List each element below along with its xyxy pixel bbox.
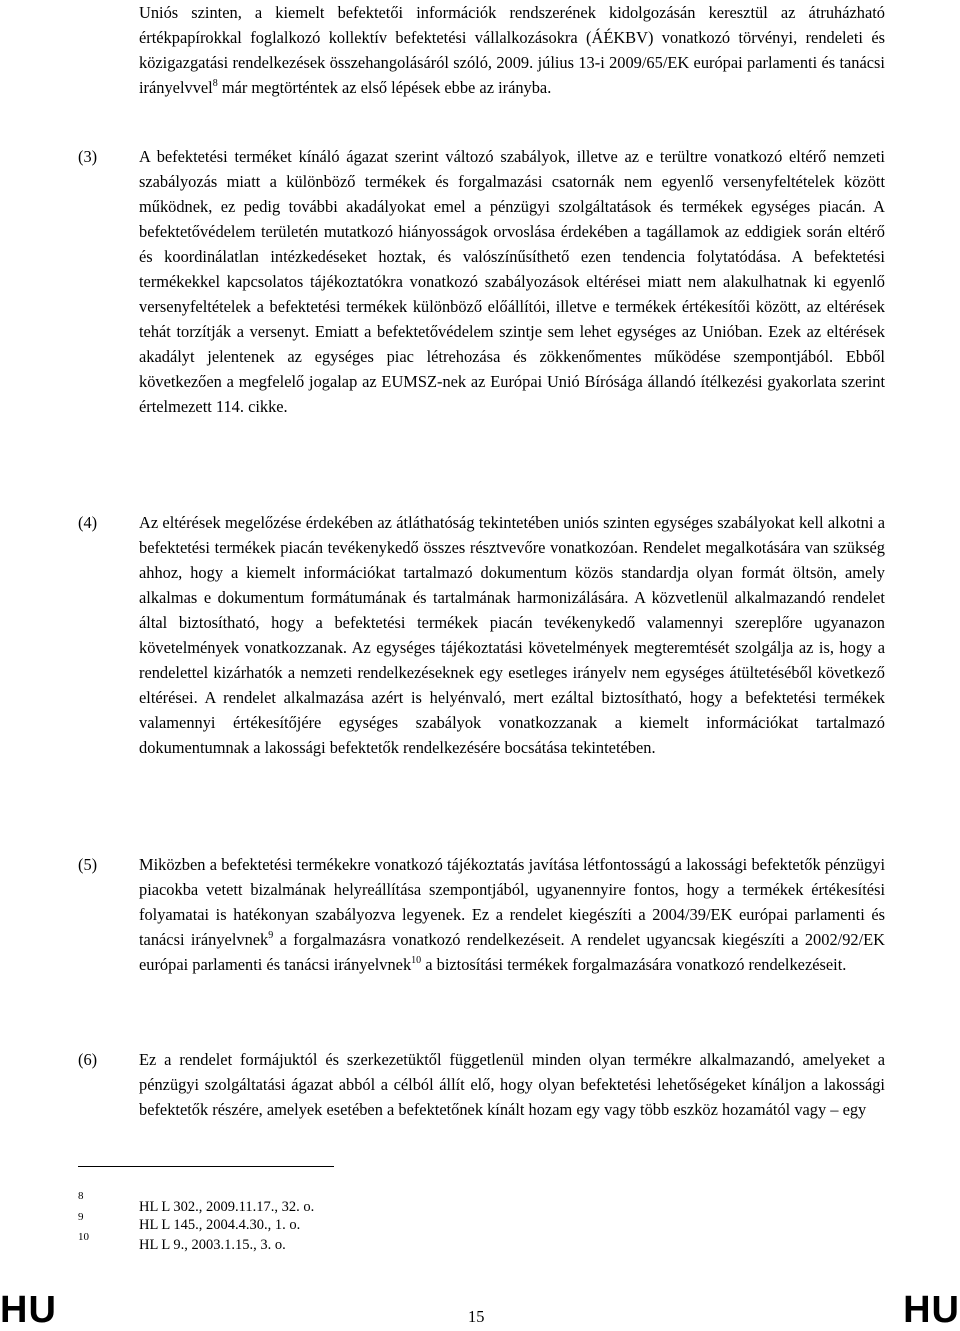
paragraph-3: A befektetési terméket kínáló ágazat szerint változó szabályok, illetve az e terültre vonatkozó eltérő nemzeti szabályozás miatt a különböző termékek és forgalmazási csatornák nem egyenlő versenyfeltételek között működnek, ez pedig további akadályokat emel a pénzügyi szolgáltatások és termékek egységes piacán. A befektetővédelem területén mutatkozó hiányosságok orvoslása érdekében a tagállamok az eddigiek során eltérő és koordinálatlan intézkedéseket hoztak, és valószínűsíthető ezen tendencia folytatódása. A befektetési termékekkel kapcsolatos tájékoztatókra vonatkozó szabályozások eltérései miatt nem alakulhatnak ki egyenlő versenyfeltételek a befektetési termékek különböző előállítói, illetve e termékek értékesítői között, az eltérések tehát torzítják a versenyt. Emiatt a befektetővédelem szintje sem lehet egységes az Unióban. Ezek az eltérések akadályt jelentenek az egységes piac létrehozása és zökkenőmentes működése szempontjából. Ebből következően a megfelelő jogalap az EUMSZ-nek az Európai Unió Bírósága állandó ítélkezési gyakorlata szerint értelmezett 114. cikke. (139, 147, 885, 416)
footnote-text: HL L 9., 2003.1.15., 3. o. (139, 1237, 286, 1253)
paragraph-6: Ez a rendelet formájuktól és szerkezetüktől függetlenül minden olyan termékre alkalmazandó, amelyeket a pénzügyi szolgáltatási ágazat abból a célból állít elő, hogy olyan befektetési lehetőségeket kínáljon a lakossági befektetők részére, amelyek esetében a befektetőnek kínált hozam egy vagy több eszköz hozamától vagy – egy (139, 1050, 885, 1119)
intro-text: Uniós szinten, a kiemelt befektetői információk rendszerének kidolgozásán keresztül az átruházható értékpapírokkal foglalkozó kollektív befektetési vállalkozásokra (ÁÉKBV) vonatkozó törvényi, rendeleti és közigazgatási rendelkezések összehangolásáról szóló, 2009. július 13-i 2009/65/EK európai parlamenti és tanácsi irányelvvel (139, 3, 885, 97)
footnote-ref-10: 10 (411, 955, 422, 966)
paragraph-number: (4) (78, 513, 98, 532)
footnote-text: HL L 302., 2009.11.17., 32. o. (139, 1199, 315, 1215)
intro-text-end: már megtörténtek az első lépések ebbe az irányba. (217, 78, 552, 97)
footnote-ref-8: 8 (212, 78, 218, 89)
paragraph-5 (139, 852, 885, 977)
language-code-left: HU (0, 1289, 57, 1331)
paragraph-5-text: Miközben a befektetési termékekre vonatkozó tájékoztatás javítása létfontosságú a lakossági befektetők pénzügyi piacokba vetett bizalmának helyreállítása szempontjából, ugyanennyire fontos, hogy a termékek értékesítési folyamatai is hatékonyan szabályozva legyenek. Ez a rendelet kiegészíti a 2004/39/EK európai parlamenti és tanácsi irányelvnek (139, 855, 885, 949)
page-number: 15 (468, 1307, 485, 1326)
paragraph-number: (3) (78, 147, 98, 166)
footnote-number: 9 (78, 1211, 84, 1223)
paragraph-number: (6) (78, 1050, 98, 1069)
paragraph-number: (5) (78, 855, 98, 874)
footnote-text: HL L 145., 2004.4.30., 1. o. (139, 1217, 301, 1233)
footnote-divider (78, 1166, 334, 1167)
paragraph-4: Az eltérések megelőzése érdekében az átláthatóság tekintetében uniós szinten egységes szabályokat kell alkotni a befektetési termékek piacán tevékenykedő összes résztvevőre vonatkozóan. Rendelet megalkotására van szükség ahhoz, hogy a kiemelt információkat tartalmazó dokumentum közös standardja olyan formát öltsön, amely alkalmas e dokumentum formátumának és tartalmának harmonizálására. A közvetlenül alkalmazandó rendelet által biztosítható, hogy a befektetési termékek piacán tevékenykedő valamennyi szereplőre ugyanazon követelmények vonatkozzanak. Az egységes tájékoztatási követelmények megteremtését szolgálja az is, hogy a rendelettel kizárhatók a nemzeti rendelkezéseknek egy esetleges irányelv nem egységes átültetéséből következő eltérései. A rendelet alkalmazása azért is helyénvaló, mert ezáltal biztosítható, hogy a befektetési termékek valamennyi értékesítőjére egységes szabályok vonatkozzanak a kiemelt információkat tartalmazó dokumentumnak a lakossági befektetők rendelkezésére bocsátása tekintetében. (139, 513, 885, 757)
intro-paragraph (139, 0, 885, 100)
paragraph-5-text-mid: a forgalmazásra vonatkozó rendelkezéseit. A rendelet ugyancsak kiegészíti a 2002/92/EK európai parlamenti és tanácsi irányelvnek (139, 930, 885, 974)
footnote-ref-9: 9 (268, 930, 274, 941)
language-code-right: HU (903, 1289, 960, 1331)
footnote-number: 8 (78, 1190, 84, 1202)
paragraph-5-text-end: a biztosítási termékek forgalmazására vonatkozó rendelkezéseit. (421, 955, 847, 974)
footnote-number: 10 (78, 1231, 89, 1243)
